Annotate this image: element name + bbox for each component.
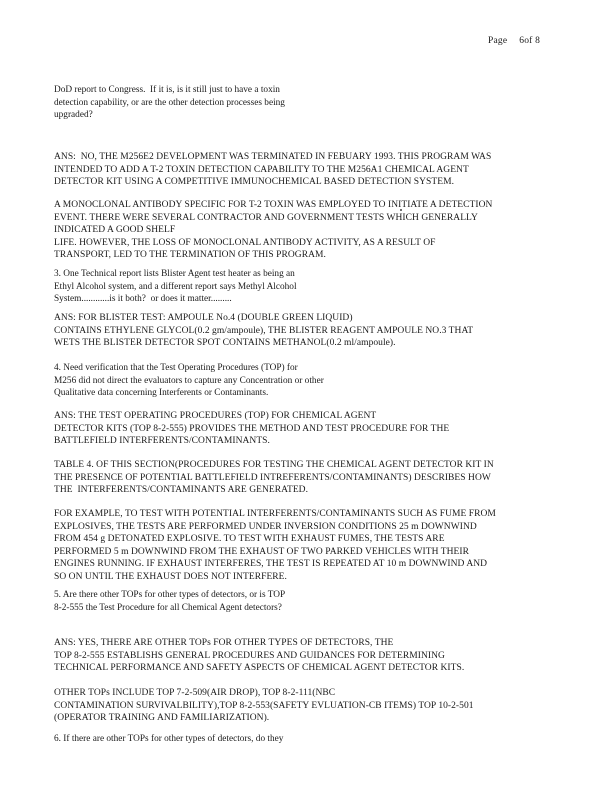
text-line: ENGINES RUNNING. IF EXHAUST INTERFERES, THE TEST IS REPEATED AT 10 m DOWNWIND AND: [54, 559, 488, 570]
answer-paragraph: [54, 508, 569, 584]
text-line: Qualitative data concerning Interferents or Contaminants.: [54, 388, 269, 399]
text-line: DETECTOR KITS (TOP 8-2-555) PROVIDES THE METHOD AND TEST PROCEDURE FOR THE: [54, 423, 450, 434]
answer-paragraph: [54, 459, 569, 497]
text-line: EVENT. THERE WERE SEVERAL CONTRACTOR AND GOVERNMENT TESTS WHICH GENERALLY: [54, 212, 478, 223]
question-paragraph: [54, 362, 569, 400]
answer-paragraph: [54, 687, 569, 725]
text-line: TRANSPORT, LED TO THE TERMINATION OF THIS PROGRAM.: [54, 250, 326, 261]
text-line: DoD report to Congress. If it is, is it still just to have a toxin: [54, 85, 280, 95]
text-line: ANS: NO, THE M256E2 DEVELOPMENT WAS TERMINATED IN FEBUARY 1993. THIS PROGRAM WAS: [54, 152, 492, 162]
text-line: LIFE. HOWEVER, THE LOSS OF MONOCLONAL ANTIBODY ACTIVITY, AS A RESULT OF: [54, 237, 436, 248]
text-line: FROM 454 g DETONATED EXPLOSIVE. TO TEST WITH EXHAUST FUMES, THE TESTS ARE: [54, 534, 445, 545]
answer-paragraph: [54, 151, 569, 189]
text-line: 4. Need verification that the Test Operating Procedures (TOP) for: [54, 363, 298, 373]
text-line: EXPLOSIVES, THE TESTS ARE PERFORMED UNDER INVERSION CONDITIONS 25 m DOWNWIND: [54, 521, 477, 532]
text-line: THE PRESENCE OF POTENTIAL BATTLEFIELD INTREFERENTS/CONTAMINANTS) DESCRIBES HOW: [54, 472, 491, 483]
answer-paragraph: [54, 312, 569, 350]
text-line: SO ON UNTIL THE EXHAUST DOES NOT INTERFERE.: [54, 571, 287, 582]
page-number: 6of 8: [519, 36, 541, 46]
text-line: DETECTOR KIT USING A COMPETITIVE IMMUNOCHEMICAL BASED DETECTION SYSTEM.: [54, 177, 454, 188]
text-line: TOP 8-2-555 ESTABLISHS GENERAL PROCEDURES AND GUIDANCES FOR DETERMINING: [54, 650, 445, 661]
text-line: CONTAMINATION SURVIVALBILITY),TOP 8-2-553(SAFETY EVLUATION-CB ITEMS) TOP 10-2-501: [54, 700, 474, 711]
text-line: A MONOCLONAL ANTIBODY SPECIFIC FOR T-2 TOXIN WAS EMPLOYED TO INITIATE A DETECTION: [54, 200, 493, 210]
text-line: detection capability, or are the other detection processes being: [54, 97, 285, 108]
answer-paragraph: [54, 199, 569, 262]
answer-paragraph: [54, 410, 569, 448]
text-line: ANS: THE TEST OPERATING PROCEDURES (TOP) FOR CHEMICAL AGENT: [54, 411, 377, 421]
text-line: System............is it both? or does it matter.........: [54, 294, 232, 305]
answer-paragraph: [54, 637, 569, 675]
text-line: FOR EXAMPLE, TO TEST WITH POTENTIAL INTERFERENTS/CONTAMINANTS SUCH AS FUME FROM: [54, 509, 496, 519]
question-paragraph: [54, 589, 569, 614]
question-paragraph: [54, 733, 569, 746]
question-paragraph: [54, 268, 569, 306]
text-line: 5. Are there other TOPs for other types of detectors, or is TOP: [54, 590, 286, 600]
text-line: 3. One Technical report lists Blister Agent test heater as being an: [54, 269, 295, 279]
page-number-header: [488, 36, 540, 46]
text-line: upgraded?: [54, 110, 93, 121]
text-line: 6. If there are other TOPs for other types of detectors, do they: [54, 734, 284, 744]
text-line: ANS: FOR BLISTER TEST: AMPOULE No.4 (DOUBLE GREEN LIQUID): [54, 313, 353, 323]
text-line: TABLE 4. OF THIS SECTION(PROCEDURES FOR TESTING THE CHEMICAL AGENT DETECTOR KIT IN: [54, 460, 494, 470]
text-line: 8-2-555 the Test Procedure for all Chemical Agent detectors?: [54, 602, 282, 613]
text-line: M256 did not direct the evaluators to capture any Concentration or other: [54, 375, 324, 386]
text-line: OTHER TOPs INCLUDE TOP 7-2-509(AIR DROP), TOP 8-2-111(NBC: [54, 688, 336, 698]
question-paragraph: [54, 84, 569, 122]
text-line: INTENDED TO ADD A T-2 TOXIN DETECTION CAPABILITY TO THE M256A1 CHEMICAL AGENT: [54, 164, 469, 175]
text-line: BATTLEFIELD INTERFERENTS/CONTAMINANTS.: [54, 436, 270, 447]
page-label: Page: [488, 36, 508, 46]
text-line: PERFORMED 5 m DOWNWIND FROM THE EXHAUST OF TWO PARKED VEHICLES WITH THEIR: [54, 546, 469, 557]
text-line: CONTAINS ETHYLENE GLYCOL(0.2 gm/ampoule), THE BLISTER REAGENT AMPOULE NO.3 THAT: [54, 325, 474, 336]
text-line: (OPERATOR TRAINING AND FAMILIARIZATION).: [54, 713, 270, 724]
text-line: THE INTERFERENTS/CONTAMINANTS ARE GENERATED.: [54, 485, 309, 496]
text-line: WETS THE BLISTER DETECTOR SPOT CONTAINS METHANOL(0.2 ml/ampoule).: [54, 338, 396, 349]
text-line: INDICATED A GOOD SHELF: [54, 225, 176, 236]
text-line: TECHNICAL PERFORMANCE AND SAFETY ASPECTS OF CHEMICAL AGENT DETECTOR KITS.: [54, 663, 465, 674]
text-line: Ethyl Alcohol system, and a different report says Methyl Alcohol: [54, 281, 297, 292]
text-line: ANS: YES, THERE ARE OTHER TOPs FOR OTHER TYPES OF DETECTORS, THE: [54, 638, 394, 648]
